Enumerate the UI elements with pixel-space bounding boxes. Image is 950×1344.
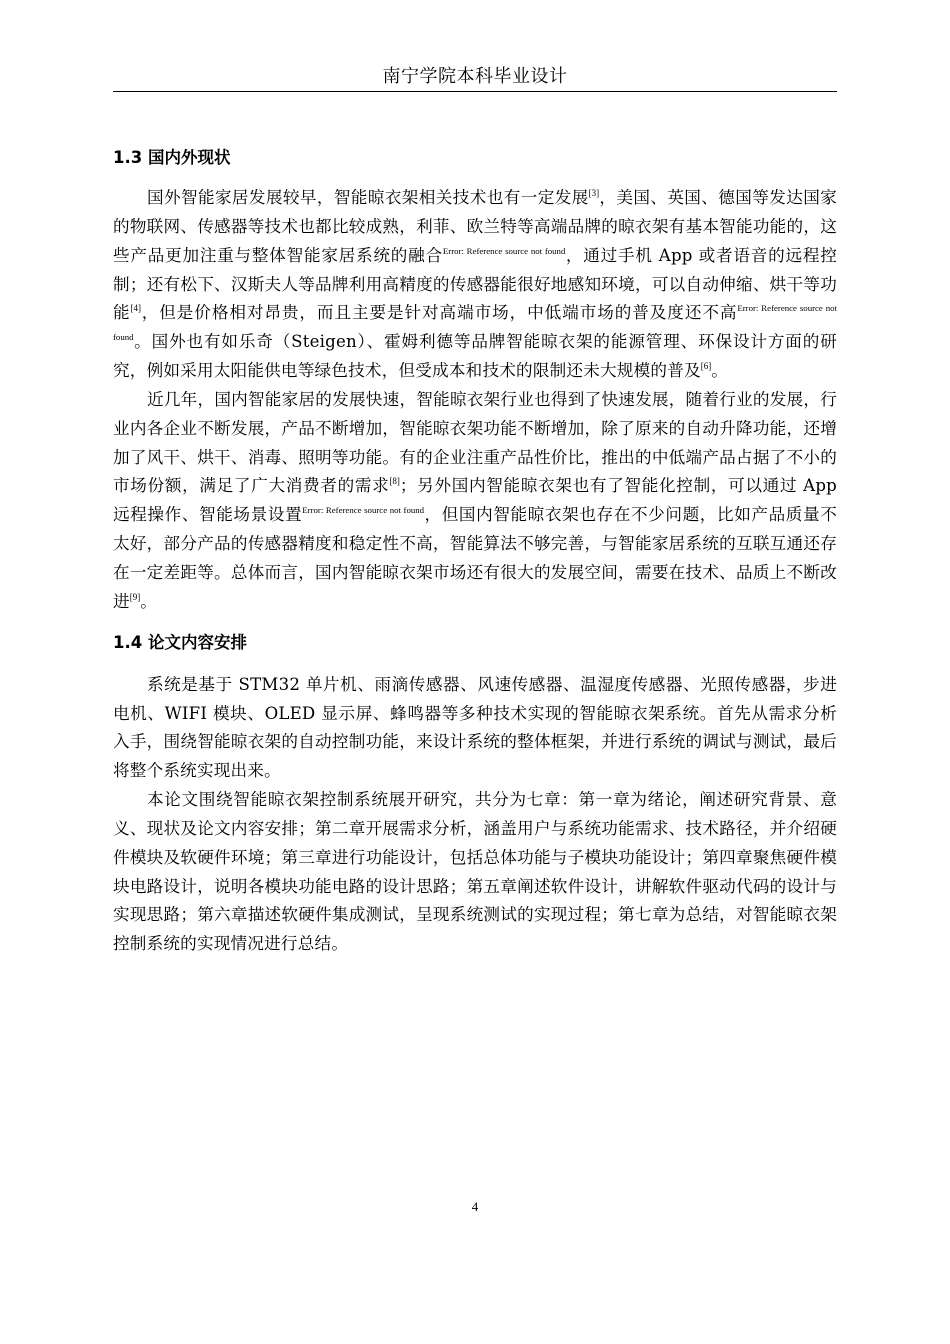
citation-8: [8] [389,476,400,487]
reference-error: Error: Reference source not found [302,505,425,516]
citation-6: [6] [700,361,712,372]
reference-error: Error: Reference source not found [442,245,566,256]
section-heading-1-3: 1.3 国内外现状 [113,148,231,167]
page-number: 4 [471,1199,479,1214]
text-run: ，美国、英国、德国等发达国家的物联网、传感器等技术也都比较成熟，利菲、欧兰特等高端品牌的晾衣架有基本智能功能的，这些产品更加注重与整体智能家居系统的融合 [113,188,837,265]
text-run: ，通过手机 App 或者语音的远程控制；还有松下、汉斯夫人等品牌利用高精度的传感器能很好地感知环境，可以自动伸缩、烘干等功能 [113,245,837,323]
reference-error: Error: Reference source not found [113,303,837,343]
citation-9: [9] [129,591,141,602]
section-heading-1-4: 1.4 论文内容安排 [113,632,247,652]
text-run: ，但国内智能晾衣架也存在不少问题，比如产品质量不太好，部分产品的传感器精度和稳定性不高，智能算法不够完善，与智能家居系统的互联互通还存在一定差距等。总体而言，国内智能晾衣架市场还有很大的发展空间，需要在技术、品质上不断改进 [113,505,838,611]
paragraph-system-overview [113,671,837,786]
text-run: 系统是基于 STM32 单片机、雨滴传感器、风速传感器、温湿度传感器、光照传感器，步进电机、WIFI 模块、OLED 显示屏、蜂鸣器等多种技术实现的智能晾衣架系统。首先从需求分析入手，围绕智能晾衣架的自动控制功能，来设计系统的整体框架，并进行系统的调试与测试，最后将整个系统实现出来。 [113,674,837,781]
header-divider [113,91,837,92]
text-run: 国外智能家居发展较早，智能晾衣架相关技术也有一定发展 [147,188,589,207]
text-run: ；另外国内智能晾衣架也有了智能化控制，可以通过 App 远程操作、智能场景设置 [113,476,838,525]
text-run: 。 [711,361,729,381]
text-run: 本论文围绕智能晾衣架控制系统展开研究，共分为七章：第一章为绪论，阐述研究背景、意义、现状及论文内容安排；第二章开展需求分析，涵盖用户与系统功能需求、技术路径，并介绍硬件模块及软硬件环境；第三章进行功能设计，包括总体功能与子模块功能设计；第四章聚焦硬件模块电路设计，说明各模块功能电路的设计思路；第五章阐述软件设计，讲解软件驱动代码的设计与实现思路；第六章描述软硬件集成测试，呈现系统测试的实现过程；第七章为总结，对智能晾衣架控制系统的实现情况进行总结。 [113,790,837,954]
paragraph-domestic-status [113,386,837,617]
text-run: 。国外也有如乐奇（Steigen）、霍姆利德等品牌智能晾衣架的能源管理、环保设计方面的研究，例如采用太阳能供电等绿色技术，但受成本和技术的限制还未大规模的普及 [113,332,837,381]
text-run: ，但是价格相对昂贵，而且主要是针对高端市场，中低端市场的普及度还不高 [141,303,738,323]
paragraph-chapter-arrangement [113,786,837,959]
document-body [113,144,837,959]
text-run: 。 [140,591,158,611]
page-header-title: 南宁学院本科毕业设计 [382,66,568,87]
citation-3: [3] [588,188,600,198]
citation-4: [4] [130,303,142,314]
text-run: 近几年，国内智能家居的发展快速，智能晾衣架行业也得到了快速发展，随着行业的发展，行业内各企业不断发展，产品不断增加，智能晾衣架功能不断增加，除了原来的自动升降功能，还增加了风干、烘干、消毒、照明等功能。有的企业注重产品性价比，推出的中低端产品占据了不小的市场份额，满足了广大消费者的需求 [113,389,837,496]
paragraph-overseas-status [113,184,837,386]
